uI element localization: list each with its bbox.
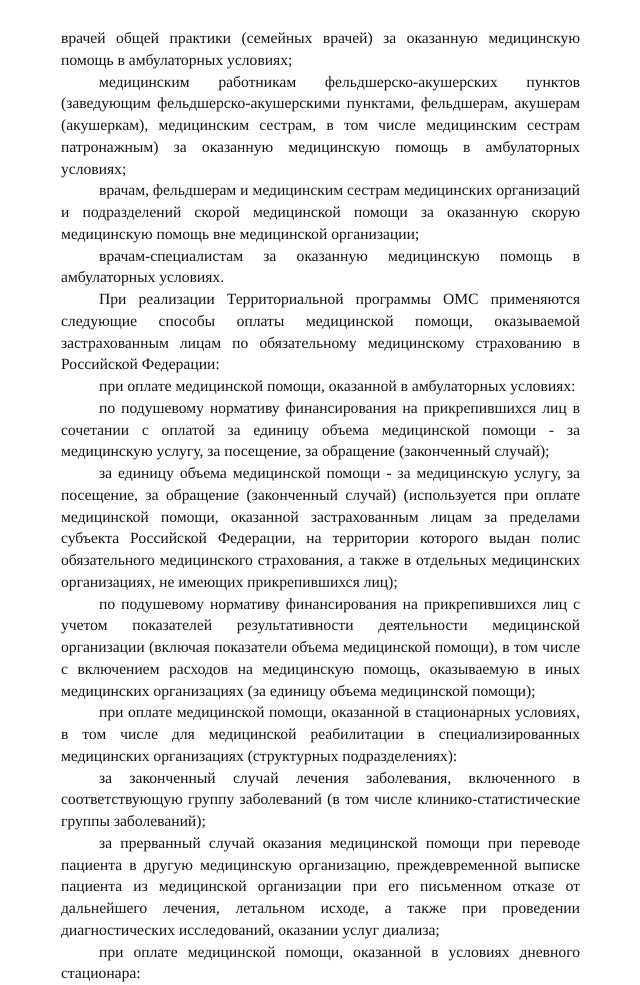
paragraph-unit-of-volume: за единицу объема медицинской помощи - за медицинскую услугу, за посещение, за обращение (законченный случай) (используется при оплате медицинской помощи, оказанной застрахованным лицам за пределами субъекта Российской Федерации, на территории которого выдан полис обязательного медицинского страхования, а также в отдельных медицинских организациях, не имеющих прикрепившихся лиц); bbox=[61, 463, 580, 594]
paragraph-gp-doctors: врачей общей практики (семейных врачей) за оказанную медицинскую помощь в амбулаторных условиях; bbox=[61, 28, 580, 72]
paragraph-interrupted-case: за прерванный случай оказания медицинской помощи при переводе пациента в другую медицинскую организацию, преждевременной выписке пациента из медицинской организации при его письменном отказе от дальнейшего лечения, летальном исходе, а также при проведении диагностических исследований, оказании услуг диализа; bbox=[61, 833, 580, 942]
paragraph-payment-methods-intro: При реализации Территориальной программы ОМС применяются следующие способы оплаты медицинской помощи, оказываемой застрахованным лицам по обязательному медицинскому страхованию в Российской Федерации: bbox=[61, 289, 580, 376]
paragraph-completed-case: за законченный случай лечения заболевания, включенного в соответствующую группу заболеваний (в том числе клинико-статистические группы заболеваний); bbox=[61, 768, 580, 833]
paragraph-inpatient-heading: при оплате медицинской помощи, оказанной в стационарных условиях, в том числе для медицинской реабилитации в специализированных медицинских организациях (структурных подразделениях): bbox=[61, 702, 580, 767]
paragraph-specialists: врачам-специалистам за оказанную медицинскую помощь в амбулаторных условиях. bbox=[61, 246, 580, 290]
paragraph-per-capita-performance: по подушевому нормативу финансирования на прикрепившихся лиц с учетом показателей результативности деятельности медицинской организации (включая показатели объема медицинской помощи), в том числе с включением расходов на медицинскую помощь, оказываемую в иных медицинских организациях (за единицу объема медицинской помощи); bbox=[61, 594, 580, 703]
paragraph-day-hospital-heading: при оплате медицинской помощи, оказанной в условиях дневного стационара: bbox=[61, 942, 580, 985]
document-page bbox=[61, 28, 580, 985]
paragraph-outpatient-heading: при оплате медицинской помощи, оказанной в амбулаторных условиях: bbox=[61, 376, 580, 398]
paragraph-per-capita-combined: по подушевому нормативу финансирования на прикрепившихся лиц в сочетании с оплатой за единицу объема медицинской помощи - за медицинскую услугу, за посещение, за обращение (законченный случай); bbox=[61, 398, 580, 463]
paragraph-ambulance-staff: врачам, фельдшерам и медицинским сестрам медицинских организаций и подразделений скорой медицинской помощи за оказанную скорую медицинскую помощь вне медицинской организации; bbox=[61, 180, 580, 245]
paragraph-fap-workers: медицинским работникам фельдшерско-акушерских пунктов (заведующим фельдшерско-акушерскими пунктами, фельдшерам, акушерам (акушеркам), медицинским сестрам, в том числе медицинским сестрам патронажным) за оказанную медицинскую помощь в амбулаторных условиях; bbox=[61, 72, 580, 181]
